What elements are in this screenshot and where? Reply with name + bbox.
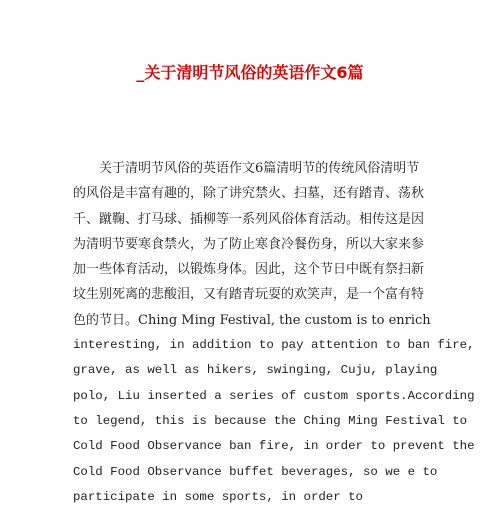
body-line: grave, as well as hikers, swinging, Cuju, playing xyxy=(73,363,438,378)
body-line: 为清明节要寒食禁火，为了防止寒食冷餐伤身，所以大家来参 xyxy=(73,236,425,252)
body-line: 加一些体育活动，以锻炼身体。因此，这个节日中既有祭扫新 xyxy=(73,262,425,278)
body-line: 关于清明节风俗的英语作文6篇清明节的传统风俗清明节 xyxy=(99,161,420,176)
body-line: interesting, in addition to pay attention to ban fire, xyxy=(73,338,475,353)
body-line: Cold Food Observance ban fire, in order to prevent the xyxy=(73,439,475,454)
document-body xyxy=(73,156,475,510)
document-title: _关于清明节风俗的英语作文6篇 xyxy=(136,63,364,82)
body-line: to legend, this is because the Ching Ming Festival to xyxy=(73,413,468,428)
body-line: 坟生别死离的悲酸泪，又有踏青玩耍的欢笑声，是一个富有特 xyxy=(73,287,425,303)
body-line: 千、蹴鞠、打马球、插柳等一系列风俗体育活动。相传这是因 xyxy=(73,211,425,227)
body-line: Cold Food Observance buffet beverages, so we e to xyxy=(73,464,438,479)
body-line: 色的节日。Ching Ming Festival, the custom is to enrich xyxy=(73,312,431,328)
body-line: polo, Liu inserted a series of custom sports.According xyxy=(73,388,475,403)
body-line: 的风俗是丰富有趣的，除了讲究禁火、扫墓，还有踏青、荡秋 xyxy=(73,186,425,202)
body-line: participate in some sports, in order to xyxy=(73,489,363,504)
